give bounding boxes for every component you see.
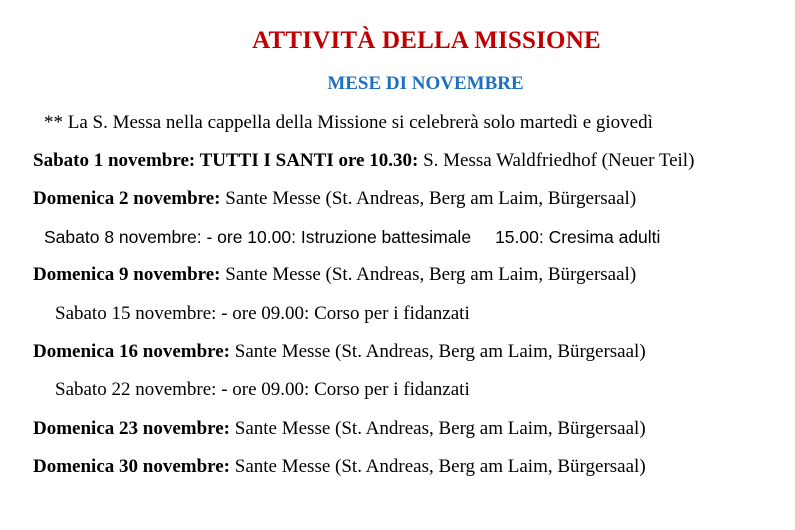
line-date: Sabato 1 novembre: TUTTI I SANTI ore 10.30: — [33, 150, 419, 171]
line-text: Sante Messe (St. Andreas, Berg am Laim, Bürgersaal) — [220, 188, 637, 209]
line-date: Domenica 23 novembre: — [33, 418, 231, 439]
line-text: Sante Messe (St. Andreas, Berg am Laim, Bürgersaal) — [230, 456, 646, 477]
schedule-line — [33, 341, 646, 363]
line-date: Domenica 30 novembre: — [33, 456, 231, 477]
schedule-line — [33, 188, 636, 210]
schedule-line — [33, 418, 646, 440]
line-text: ** La S. Messa nella cappella della Missione si celebrerà solo martedì e giovedì — [44, 112, 653, 133]
line-text: Sabato 22 novembre: - ore 09.00: Corso per i fidanzati — [55, 379, 470, 400]
page-title: ATTIVITÀ DELLA MISSIONE — [252, 27, 601, 54]
page-subtitle: MESE DI NOVEMBRE — [327, 73, 524, 94]
line-text-secondary: 15.00: Cresima adulti — [495, 227, 661, 247]
line-text: Sabato 15 novembre: - ore 09.00: Corso per i fidanzati — [55, 303, 470, 324]
schedule-line — [33, 150, 694, 172]
line-text: Sante Messe (St. Andreas, Berg am Laim, Bürgersaal) — [230, 341, 646, 362]
line-text: Sante Messe (St. Andreas, Berg am Laim, Bürgersaal) — [230, 418, 646, 439]
line-text: Sante Messe (St. Andreas, Berg am Laim, Bürgersaal) — [220, 264, 637, 285]
line-date: Domenica 16 novembre: — [33, 341, 231, 362]
schedule-line — [33, 456, 646, 478]
line-date: Domenica 2 novembre: — [33, 188, 221, 209]
schedule-line — [33, 264, 636, 286]
note-line — [44, 112, 653, 134]
line-date: Domenica 9 novembre: — [33, 264, 221, 285]
schedule-line — [55, 379, 470, 401]
line-text: S. Messa Waldfriedhof (Neuer Teil) — [418, 150, 695, 171]
schedule-line — [44, 226, 660, 248]
schedule-line — [55, 303, 470, 325]
line-text: Sabato 8 novembre: - ore 10.00: Istruzione battesimale — [44, 227, 472, 247]
